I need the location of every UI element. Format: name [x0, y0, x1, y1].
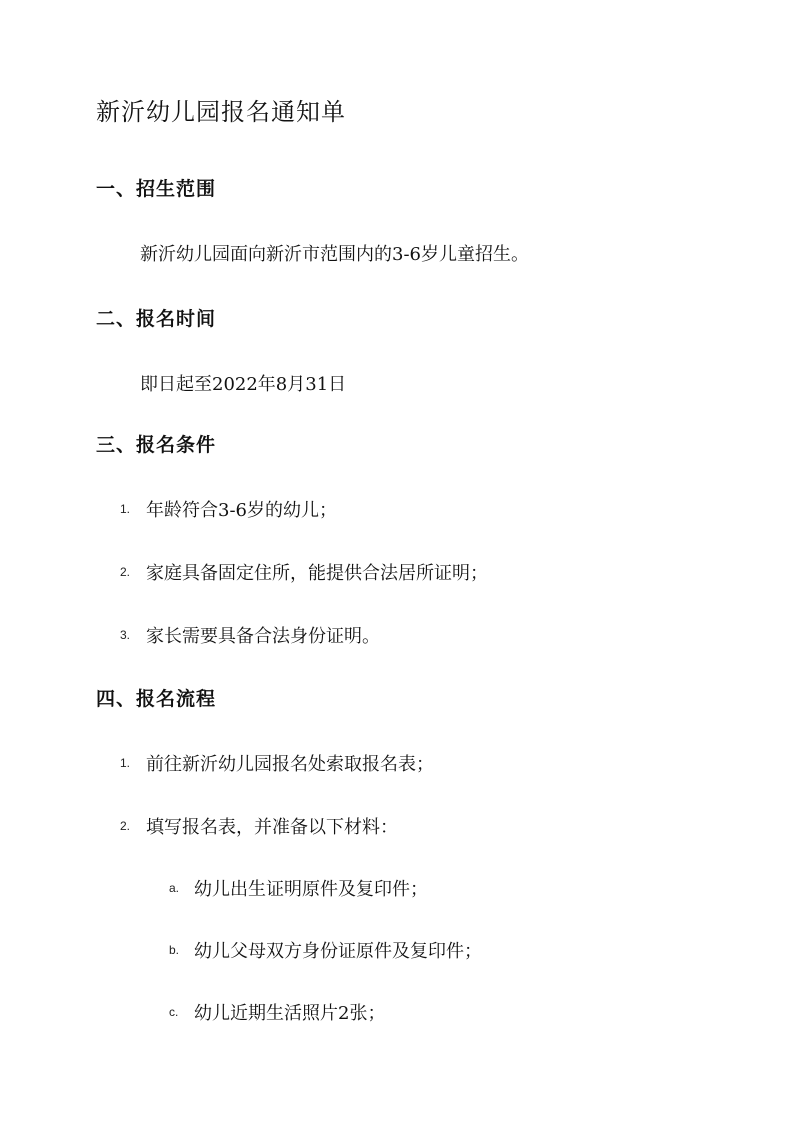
- sub-list-item-text: 幼儿父母双方身份证原件及复印件；: [194, 941, 482, 962]
- document-title: 新沂幼儿园报名通知单: [96, 98, 346, 126]
- section-heading-registration-conditions: 三、报名条件: [96, 434, 217, 456]
- list-item-text: 填写报名表，并准备以下材料：: [146, 817, 398, 838]
- list-item-text: 年龄符合3-6岁的幼儿；: [146, 500, 337, 521]
- list-item-text: 家长需要具备合法身份证明。: [146, 626, 380, 647]
- list-marker: 1.: [120, 502, 131, 516]
- list-marker: 2.: [120, 565, 131, 579]
- section-paragraph-registration-time: 即日起至2022年8月31日: [140, 374, 347, 395]
- section-heading-registration-time: 二、报名时间: [96, 308, 217, 330]
- sub-list-marker: b.: [169, 943, 180, 957]
- sub-list-marker: a.: [169, 881, 180, 895]
- list-marker: 2.: [120, 819, 131, 833]
- list-item-text: 家庭具备固定住所，能提供合法居所证明；: [146, 563, 488, 584]
- section-paragraph-enrollment-scope: 新沂幼儿园面向新沂市范围内的3-6岁儿童招生。: [140, 244, 529, 265]
- sub-list-item-text: 幼儿出生证明原件及复印件；: [194, 879, 428, 900]
- sub-list-item-text: 幼儿近期生活照片2张；: [194, 1003, 386, 1024]
- list-item-text: 前往新沂幼儿园报名处索取报名表；: [146, 754, 434, 775]
- section-heading-enrollment-scope: 一、招生范围: [96, 178, 217, 200]
- list-marker: 1.: [120, 756, 131, 770]
- list-marker: 3.: [120, 628, 131, 642]
- section-heading-registration-process: 四、报名流程: [96, 688, 217, 710]
- sub-list-marker: c.: [169, 1005, 179, 1019]
